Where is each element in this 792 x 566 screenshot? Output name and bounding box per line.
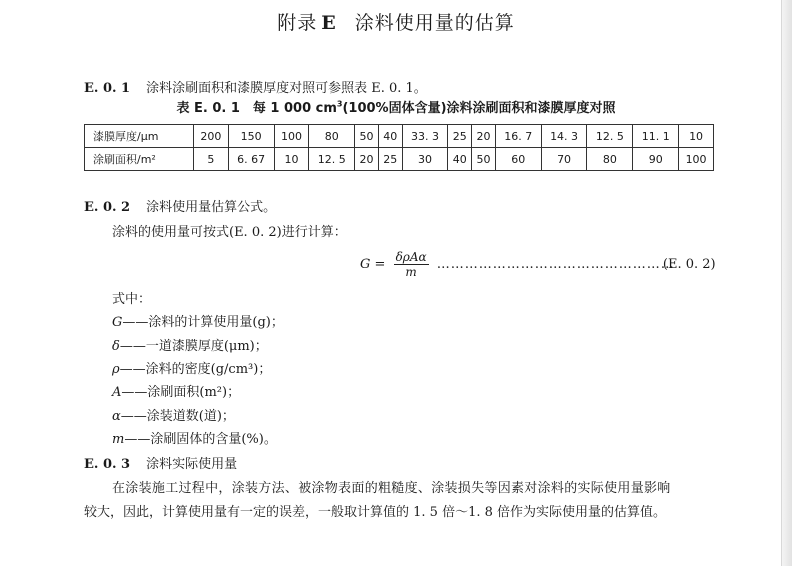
table-cell: 90: [633, 148, 679, 171]
section-number: E. 0. 2: [84, 200, 131, 215]
table-cell: 33. 3: [402, 125, 448, 148]
appendix-title: [0, 8, 792, 35]
formula-denominator: m: [405, 265, 417, 279]
section-e01: [84, 77, 427, 96]
def-item: [112, 428, 277, 447]
def-item: [112, 335, 268, 354]
def-symbol: G: [112, 315, 123, 330]
table-row: [85, 125, 714, 148]
section-text: 涂料涂刷面积和漆膜厚度对照可参照表 E. 0. 1。: [146, 81, 427, 96]
def-text: ——一道漆膜厚度(μm)；: [119, 339, 268, 354]
def-item: [112, 311, 284, 330]
paragraph-line-2: 较大，因此，计算使用量有一定的误差，一般取计算值的 1. 5 倍～1. 8 倍作为实际使用量的估算值。: [84, 505, 667, 520]
table-cell: 25: [448, 125, 472, 148]
table-cell: 60: [495, 148, 541, 171]
formula-dots: ……………………………………………: [436, 257, 675, 272]
page-edge: [781, 0, 792, 566]
table-cell: 80: [309, 125, 355, 148]
section-e03: [84, 453, 237, 472]
section-text: 涂料使用量估算公式。: [146, 200, 277, 215]
table-cell: 70: [541, 148, 587, 171]
title-letter: E: [321, 12, 337, 34]
section-number: E. 0. 3: [84, 457, 131, 472]
def-symbol: A: [112, 385, 122, 400]
table-cell: 14. 3: [541, 125, 587, 148]
formula-equals: =: [374, 257, 386, 272]
table-cell: 40: [378, 125, 402, 148]
table-cell: 16. 7: [495, 125, 541, 148]
section-e02: [84, 196, 276, 215]
def-text: ——涂料的密度(g/cm³)；: [119, 362, 272, 377]
title-text: 涂料使用量的估算: [354, 12, 515, 34]
table-cell: 40: [448, 148, 472, 171]
def-text: ——涂料的计算使用量(g)；: [122, 315, 284, 330]
formula-fraction: [394, 250, 429, 279]
def-symbol: α: [112, 409, 121, 424]
table-cell: 50: [472, 148, 496, 171]
table-cell: 25: [378, 148, 402, 171]
def-symbol: ρ: [112, 362, 120, 377]
table-cell: 80: [587, 148, 633, 171]
table-cell: 100: [679, 148, 714, 171]
table-cell: 100: [274, 125, 309, 148]
caption-pre: 表 E. 0. 1 每 1 000 cm: [176, 101, 337, 116]
formula-numerator: δρAα: [395, 250, 427, 264]
paragraph-line-1: 在涂装施工过程中，涂装方法、被涂物表面的粗糙度、涂装损失等因素对涂料的实际使用量影响: [112, 481, 671, 496]
table-cell: 20: [472, 125, 496, 148]
def-item: [112, 358, 271, 377]
table-cell: 30: [402, 148, 448, 171]
table-row: [85, 148, 714, 171]
section-text: 涂料实际使用量: [146, 457, 238, 472]
def-symbol: δ: [112, 339, 120, 354]
row-header-area: 涂刷面积/m²: [85, 148, 194, 171]
formula-label: (E. 0. 2): [662, 257, 716, 272]
row-header-thickness: 漆膜厚度/μm: [85, 125, 194, 148]
table-cell: 11. 1: [633, 125, 679, 148]
def-text: ——涂刷固体的含量(%)。: [124, 432, 277, 447]
table-cell: 10: [679, 125, 714, 148]
table-cell: 12. 5: [309, 148, 355, 171]
def-item: [112, 381, 240, 400]
caption-post: (100%固体含量)涂料涂刷面积和漆膜厚度对照: [342, 101, 616, 116]
formula: [360, 250, 716, 279]
thickness-area-table: [84, 124, 714, 171]
table-cell: 200: [194, 125, 229, 148]
table-cell: 20: [355, 148, 379, 171]
formula-lhs: G: [360, 257, 371, 272]
def-item: [112, 405, 235, 424]
where-label: 式中：: [112, 292, 152, 307]
table-cell: 50: [355, 125, 379, 148]
def-symbol: m: [112, 432, 125, 447]
section-number: E. 0. 1: [84, 81, 131, 96]
def-text: ——涂刷面积(m²)；: [121, 385, 241, 400]
table-caption: [0, 97, 792, 116]
table-cell: 12. 5: [587, 125, 633, 148]
caption-sup: 3: [336, 99, 343, 109]
table-cell: 5: [194, 148, 229, 171]
title-prefix: 附录: [277, 12, 318, 34]
table-cell: 150: [228, 125, 274, 148]
def-text: ——涂装道数(道)；: [120, 409, 235, 424]
table-cell: 10: [274, 148, 309, 171]
table-cell: 6. 67: [228, 148, 274, 171]
formula-intro: 涂料的使用量可按式(E. 0. 2)进行计算：: [112, 225, 347, 240]
